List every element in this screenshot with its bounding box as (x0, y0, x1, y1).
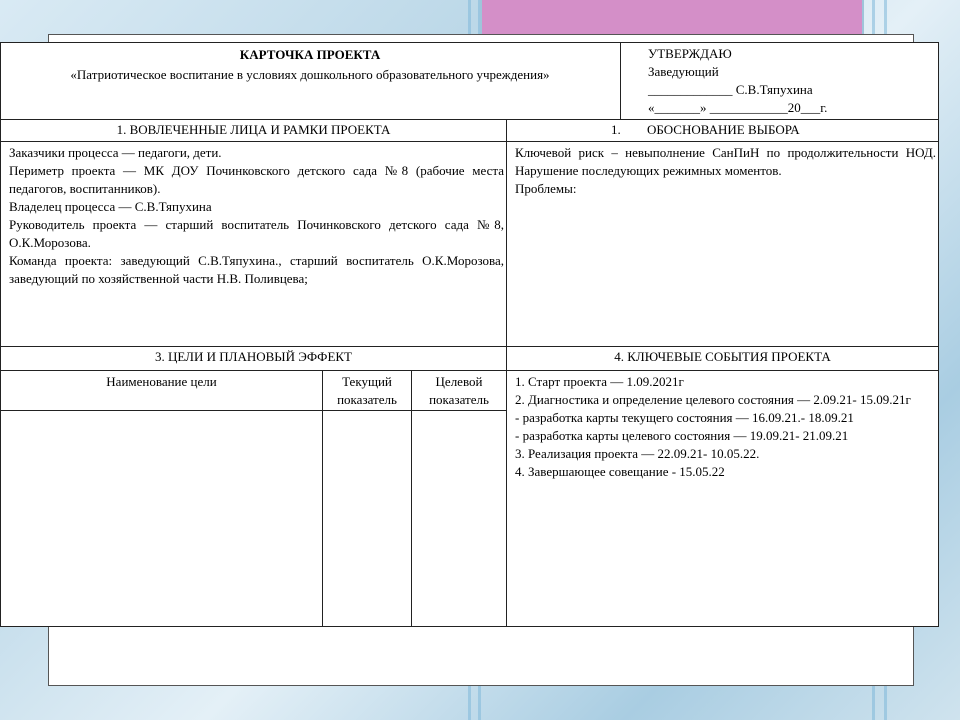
section1-content (9, 144, 504, 288)
section1-paragraph: Владелец процесса — С.В.Тяпухина (9, 199, 212, 214)
goals-column-header (323, 373, 411, 409)
approval-date-line: «_______» ____________20___г. (648, 100, 828, 115)
section1-paragraph: Периметр проекта — МК ДОУ Починковского детского сада №8 (рабочие места педагогов, воспитанников). (9, 163, 504, 196)
card-title: КАРТОЧКА ПРОЕКТА (239, 47, 381, 62)
section1-paragraph: Заказчики процесса — педагоги, дети. (9, 145, 222, 160)
list-item: 3. Реализация проекта — 22.09.21- 10.05.22. (515, 446, 760, 461)
table-rule (1, 370, 938, 371)
table-rule (1, 141, 938, 142)
section4-title (507, 348, 938, 366)
goals-column-header (412, 373, 506, 409)
section3-title (1, 348, 506, 366)
list-item: - разработка карты текущего состояния — 16.09.21.- 18.09.21 (515, 410, 854, 425)
section2-content (515, 144, 936, 198)
table-rule (1, 410, 506, 411)
section2-paragraph: Ключевой риск – невыполнение СанПиН по продолжительности НОД. Нарушение последующих режимных моментов. (515, 145, 936, 178)
approval-block (648, 45, 938, 117)
card-subtitle: «Патриотическое воспитание в условиях дошкольного образовательного учреждения» (70, 67, 550, 82)
approval-line: УТВЕРЖДАЮ (648, 46, 732, 61)
section1-title-text: 1. ВОВЛЕЧЕННЫЕ ЛИЦА И РАМКИ ПРОЕКТА (116, 122, 391, 137)
list-item: 1. Старт проекта — 1.09.2021г (515, 374, 684, 389)
table-rule (1, 346, 938, 347)
section4-title-text: 4. КЛЮЧЕВЫЕ СОБЫТИЯ ПРОЕКТА (614, 349, 831, 364)
table-rule (620, 43, 621, 119)
goal-name-header: Наименование цели (106, 374, 217, 389)
section2-title-num: 1. (611, 122, 621, 137)
table-rule (506, 119, 507, 626)
list-item: 4. Завершающее совещание - 15.05.22 (515, 464, 725, 479)
target-indicator-header: Целевой показатель (429, 374, 489, 407)
section1-paragraph: Руководитель проекта — старший воспитатель Починковского детского сада №8, О.К.Морозова. (9, 217, 504, 250)
section2-paragraph: Проблемы: (515, 181, 577, 196)
approval-signature-line: _____________ С.В.Тяпухина (648, 82, 813, 97)
list-item: 2. Диагностика и определение целевого состояния — 2.09.21- 15.09.21г (515, 392, 911, 407)
current-indicator-header: Текущий показатель (337, 374, 397, 407)
section1-title (1, 121, 506, 139)
goals-column-header (1, 373, 322, 391)
approval-line: Заведующий (648, 64, 719, 79)
table-rule (1, 119, 938, 120)
card-header (5, 45, 615, 85)
section1-paragraph: Команда проекта: заведующий С.В.Тяпухина., старший воспитатель О.К.Морозова, заведующий по хозяйственной части Н.В. Поливцева; (9, 253, 504, 286)
section2-title-text: ОБОСНОВАНИЕ ВЫБОРА (647, 122, 800, 137)
section3-title-text: 3. ЦЕЛИ И ПЛАНОВЫЙ ЭФФЕКТ (154, 349, 352, 364)
key-events-list (515, 373, 937, 481)
list-item: - разработка карты целевого состояния — 19.09.21- 21.09.21 (515, 428, 849, 443)
project-card-table (0, 42, 939, 627)
